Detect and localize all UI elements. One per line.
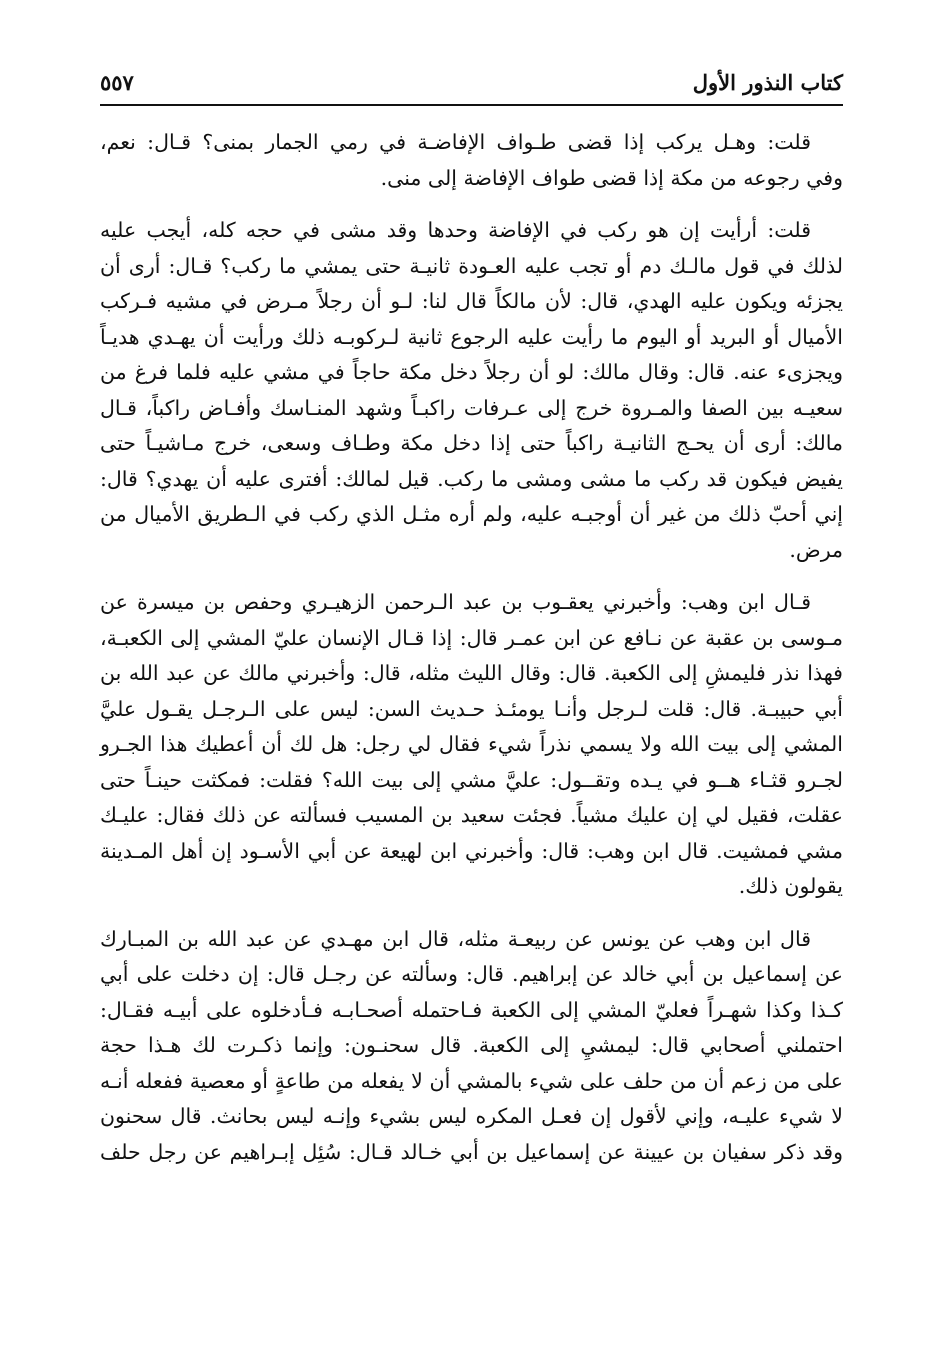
text-line: مـوسى بن عقبة عن نـافع عن ابن عمـر قال: إذا قـال الإنسان عليّ المشي إلى الكعبـة، xyxy=(100,625,843,650)
running-title: كتاب النذور الأول xyxy=(692,70,843,95)
text-line: إني أحبّ ذلك من غير أن أوجبـه عليه، ولم أره مثـل الذي ركب في الـطريق الأميال من xyxy=(100,502,843,526)
paragraph xyxy=(100,922,843,1171)
text-line: لا شيء عليـه، وإني لأقول إن فعـل المكره ليس بشيء وإنـه ليس بحانث. قال سحنون xyxy=(100,1104,843,1128)
text-line: قـال ابن وهب: وأخبرني يعقـوب بن عبد الـرحمن الزهيـري وحفص بن ميسرة عن xyxy=(100,590,811,614)
text-line: لجـرو قثـاء هــو في يـده وتقــول: عليَّ مشي إلى بيت الله؟ فقلت: فمكثت حينـاً حتى xyxy=(100,767,843,792)
text-line: مشي فمشيت. قال ابن وهب: قال: وأخبرني ابن لهيعة عن أبي الأسـود إن أهل المـدينة xyxy=(100,838,843,863)
text-line: عن إسماعيل بن أبي خالد عن إبراهيم. قال: وسألته عن رجـل قال: إن دخلت على أبي xyxy=(100,962,843,986)
text-line: مالك: أرى أن يحـج الثانيـة راكباً حتى إذا دخل مكة وطـاف وسعى، خرج مـاشيـاً حتى xyxy=(100,431,843,455)
text-line: وقد ذكر سفيان بن عيينة عن إسماعيل بن أبي خـالد قـال: سُئِل إبـراهيم عن رجل حلف xyxy=(100,1139,843,1164)
page-header xyxy=(100,70,843,104)
text-line: قلت: وهـل يركب إذا قضى طـواف الإفاضـة في رمي الجمار بمنى؟ قـال: نعم، xyxy=(100,130,811,154)
paragraph xyxy=(100,585,843,905)
text-line: يفيض فيكون قد ركب ما مشى ومشى ما ركب. قيل لمالك: أفترى عليه أن يهدي؟ قال: xyxy=(100,466,843,491)
text-line: أبي حبيبـة. قال: قلت لـرجل وأنـا يومئـذ حـديث السن: ليس على الـرجـل يقـول عليَّ xyxy=(100,696,843,721)
text-line: لذلك في قول مالـك دم أو تجب عليه العـودة ثانيـة حتى يمشي ما ركب؟ قـال: أرى أن xyxy=(100,253,843,278)
page-body xyxy=(100,125,843,1187)
text-line: مرض. xyxy=(789,537,843,562)
text-line: يقولون ذلك. xyxy=(738,874,843,898)
text-line: احتملني أصحابي قال: ليمشيِ إلى الكعبة. قال سحنـون: وإنما ذكـرت لك هـذا حجة xyxy=(100,1033,843,1057)
header-rule xyxy=(100,104,843,106)
text-line: فهذا نذر فليمشِ إلى الكعبة. قال: وقال الليث مثله، قال: وأخبرني مالك عن عبد الله بن xyxy=(100,661,843,685)
text-line: على من زعم أن من حلف على شيء بالمشي أن لا يفعله من طاعةٍ أو معصية ففعله أنـه xyxy=(100,1068,843,1093)
page-number: ٥٥٧ xyxy=(100,70,134,95)
text-line: يجزئه ويكون عليه الهدي، قال: لأن مالكاً قال لنا: لـو أن رجلاً مـرض في مشيه فـركب xyxy=(100,289,843,313)
paragraph xyxy=(100,213,843,568)
text-line: سعيـه بين الصفا والمـروة خرج إلى عـرفات راكبـاً وشهد المنـاسك وأفـاض راكباً، قـال xyxy=(100,395,843,420)
text-line: كـذا وكذا شهـراً فعليّ المشي إلى الكعبة فـاحتمله أصحـابـه فـأدخلوه على أبيـه فقـال: xyxy=(100,997,843,1022)
text-line: عقلت، فقيل لي إن عليك مشياً. فجئت سعيد بن المسيب فسألته عن ذلك فقال: عليـك xyxy=(100,803,843,827)
text-line: وفي رجوعه من مكة إذا قضى طواف الإفاضة إلى منى. xyxy=(380,165,843,190)
text-line: قلت: أرأيت إن هو ركب في الإفاضة وحدها وقد مشى في حجه كله، أيجب عليه xyxy=(100,218,811,242)
text-line: ويجزىء عنه. قال: وقال مالك: لو أن رجلاً دخل مكة حاجاً في مشي عليه فلما فرغ من xyxy=(100,360,843,384)
text-line: الأميال أو البريد أو اليوم ما رأيت عليه الرجوع ثانية لـركوبـه ذلك ورأيت أن يهـدي هديـاً xyxy=(100,324,843,349)
text-line: المشي إلى بيت الله ولا يسمي نذراً شيء فقال لي رجل: هل لك أن أعطيك هذا الجـرو xyxy=(100,732,843,756)
text-line: قال ابن وهب عن يونس عن ربيعـة مثله، قال ابن مهـدي عن عبد الله بن المبـارك xyxy=(100,926,811,951)
paragraph xyxy=(100,125,843,196)
